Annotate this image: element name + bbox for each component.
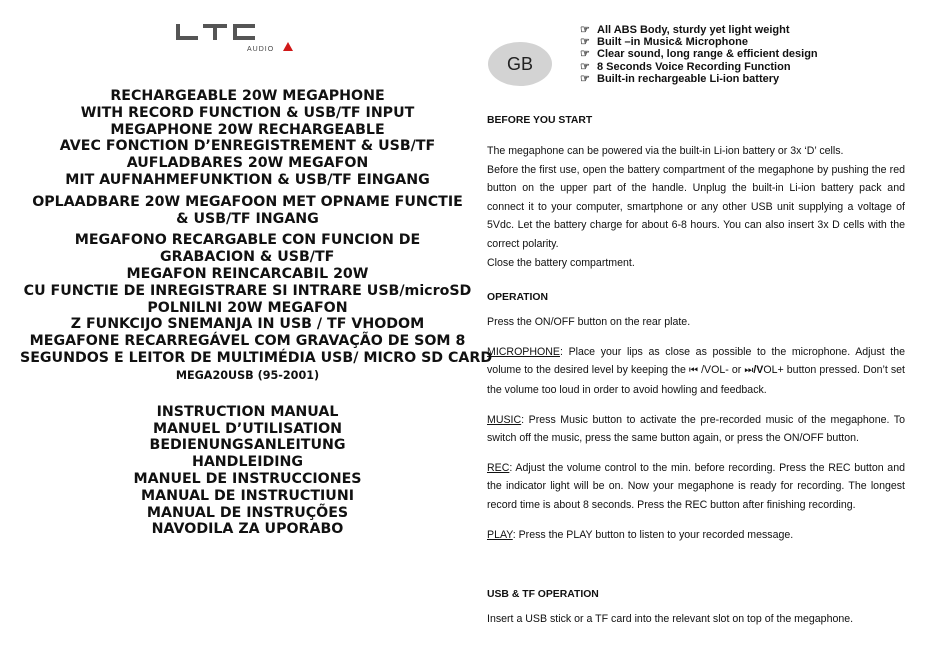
feature-item: ☞ 8 Seconds Voice Recording Function — [580, 60, 791, 73]
manual-title: MANUAL DE INSTRUÇÕES — [146, 504, 349, 521]
paragraph: Close the battery compartment. — [487, 256, 635, 269]
paragraph: The megaphone can be powered via the built-in Li-ion battery or 3x ‘D’ cells. — [487, 145, 844, 157]
feature-list — [580, 24, 818, 85]
manual-title: NAVODILA ZA UPORABO — [151, 521, 344, 538]
language-badge-gb: GB — [488, 42, 552, 86]
title-line: & USB/TF INGANG — [176, 210, 319, 227]
previous-track-icon: ⏮ — [688, 365, 698, 377]
section-heading-before: BEFORE YOU START — [487, 115, 593, 126]
feature-item: ☞ Clear sound, long range & efficient design — [580, 48, 818, 61]
paragraph: Press the ON/OFF button on the rear plate. — [487, 316, 691, 329]
title-line: AUFLADBARES 20W MEGAFON — [126, 155, 369, 172]
next-track-icon: ⏭ — [744, 365, 754, 377]
title-line: Z FUNKCIJO SNEMANJA IN USB / TF VHODOM — [70, 316, 425, 333]
manual-title: MANUEL D’UTILISATION — [152, 420, 343, 437]
logo-sub-text: AUDIO — [247, 46, 275, 53]
title-line: GRABACION & USB/TF — [160, 249, 335, 266]
manual-titles — [20, 404, 475, 538]
manual-title: MANUEL DE INSTRUCCIONES — [133, 470, 362, 487]
ltc-audio-logo — [173, 20, 303, 54]
title-line: WITH RECORD FUNCTION & USB/TF INPUT — [80, 104, 415, 121]
title-line: POLNILNI 20W MEGAFON — [147, 299, 348, 316]
title-line: MIT AUFNAHMEFUNKTION & USB/TF EINGANG — [65, 171, 430, 188]
paragraph-play: PLAY: Press the PLAY button to listen to your recorded message. — [487, 528, 794, 541]
manual-title: HANDLEIDING — [191, 454, 304, 471]
feature-item: ☞ All ABS Body, sturdy yet light weight — [580, 24, 790, 36]
feature-item: ☞ Built –in Music& Microphone — [580, 36, 748, 49]
title-line: MEGAPHONE 20W RECHARGEABLE — [110, 121, 385, 138]
title-line: OPLAADBARE 20W MEGAFOON MET OPNAME FUNCTIE — [32, 193, 463, 210]
pointing-hand-icon: ☞ — [580, 72, 590, 85]
pointing-hand-icon: ☞ — [580, 48, 590, 61]
title-line: AVEC FONCTION D’ENREGISTREMENT & USB/TF — [59, 138, 436, 155]
title-line: MEGAFON REINCARCABIL 20W — [126, 265, 369, 282]
title-line: MEGAFONE RECARREGÁVEL COM GRAVAÇÃO DE SOM 8 — [29, 333, 466, 350]
cover-titles — [20, 88, 493, 538]
manual-title: BEDIENUNGSANLEITUNG — [149, 437, 346, 454]
instructions-body — [487, 112, 905, 629]
title-line: RECHARGEABLE 20W MEGAPHONE — [110, 88, 385, 104]
pointing-hand-icon: ☞ — [580, 36, 590, 49]
pointing-hand-icon: ☞ — [580, 60, 590, 73]
paragraph-rec: REC: Adjust the volume control to the min. before recording. Press the REC button and the indicator light will be on. Now your megaphone is ready for recording. The longest record time is about 8 seconds. Press the REC button after finishing recording. — [487, 461, 905, 511]
model-number: MEGA20USB (95-2001) — [175, 368, 320, 382]
section-heading-usb: USB & TF OPERATION — [487, 589, 599, 601]
title-line: MEGAFONO RECARGABLE CON FUNCION DE — [74, 232, 421, 249]
section-heading-operation: OPERATION — [487, 292, 548, 304]
title-line: CU FUNCTIE DE INREGISTRARE SI INTRARE USB/microSD — [23, 282, 472, 299]
paragraph-microphone: MICROPHONE: Place your lips as close as possible to the microphone. Adjust the volume to the desired level by keeping the ⏮ /VOL- or ⏭/VOL+ button pressed. Don’t set the volume too loud in order to avoid howling and feedback. — [487, 345, 905, 396]
pointing-hand-icon: ☞ — [580, 24, 590, 36]
manual-title: INSTRUCTION MANUAL — [156, 403, 339, 420]
paragraph: Before the first use, open the battery compartment of the megaphone by pushing the red button on the upper part of the handle. Unplug the built-in Li-ion battery pack and connect it to your computer, smartphone or any other USB unit supplying a voltage of 5Vdc. Let the battery charge for about 6-8 hours. You can also insert 3x D cells with the correct polarity. — [487, 163, 905, 250]
title-line: SEGUNDOS E LEITOR DE MULTIMÉDIA USB/ MICRO SD CARD — [20, 349, 493, 366]
paragraph: Insert a USB stick or a TF card into the relevant slot on top of the megaphone. — [487, 613, 854, 626]
paragraph-music: MUSIC: Press Music button to activate the pre-recorded music of the megaphone. To switch off the music, press the same button again, or press the ON/OFF button. — [487, 413, 905, 445]
feature-item: ☞ Built-in rechargeable Li-ion battery — [580, 72, 780, 85]
manual-title: MANUAL DE INSTRUCTIUNI — [141, 487, 354, 504]
